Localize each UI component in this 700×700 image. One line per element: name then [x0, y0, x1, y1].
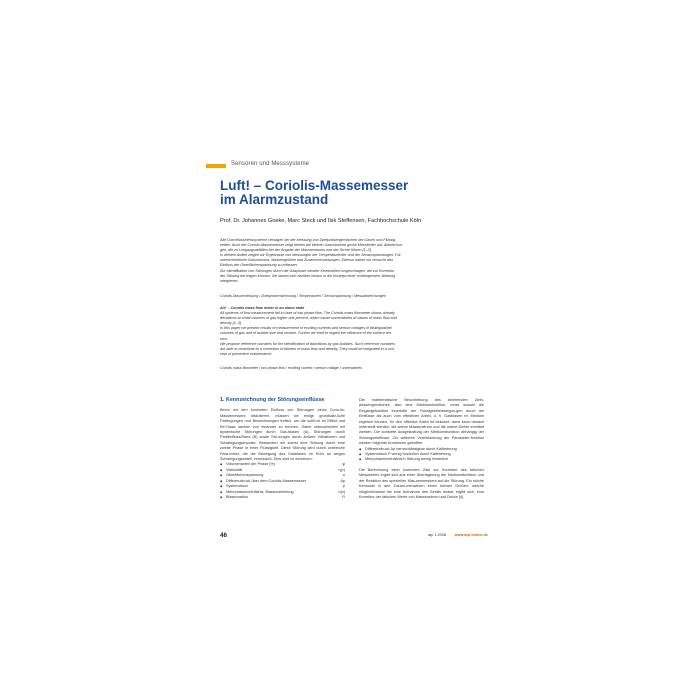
list-item-symbol: Δp	[340, 478, 345, 483]
journal-page	[204, 160, 496, 540]
parameter-list	[220, 462, 345, 500]
list-item-label: Differenzdruck über dem Coriolis-Massemesser	[226, 478, 307, 483]
abstract-en-line: cept of preventive maintenance.	[220, 351, 273, 356]
body-paragraph: Die Berechnung einer konkreten Zahl zur Korrektur des falschen Messwertes ergibt sich aus einer Überlagerung der Mediumsfunktion und der Reaktion des speziellen Mas-senmessers auf die Störung. Ein solche Kennzahl in den Zusam-menwirken einen kleinen Größen, welche möglicherweise bei eine Aufnahme des Geräts lesbar, ergibt sich, eine Korrektur der falschen Werte von Massenstrom und Dichte [4].	[359, 467, 484, 499]
list-item-label: Volumenanteil der Phase (%)	[226, 462, 276, 467]
list-item-label: Viskosität	[226, 467, 243, 472]
page-footer	[220, 532, 488, 540]
abstract-en-line: sion.	[220, 336, 228, 341]
abstract-de-line: unterschiedliche Gasvolumina, Massengrößen und Zusammensetzungen. Ebenso haben wir versucht den	[220, 258, 394, 263]
body-column-left	[220, 398, 345, 500]
list-item-symbol: p	[342, 484, 345, 489]
section-color-bar	[206, 164, 226, 168]
abstract-en-line: All systems of flow measurement fail in case of two phase flow. The Coriolis mass flowmeter shows already	[220, 311, 395, 316]
body-paragraph: Bevor wir den konkreten Einfluss von Störungen eines Corio-lis-Massemessers diskutieren, müssen wir einige grundsätz-liche Festlegungen und Bezeichnungen treffen, um die schli-ch im Effekt und Ein?üsse sachen von einander zu trennen. Dabei unterscheiden wir dynamische Störungen durch Gas-blasen (A), Störungen durch Partikelfluss/Sand (B) sowie Stö-rungen durch äußere Vibrationen und Schwingungsimpulse. Betrachten wir zuerst eine Störung durch eine zweite Phase in einer Flüssigkeit. Diese Störung wird durch zahlreiche Para-meter, die die Bewegung des Gasblasen im Rohr an wegen Schwingungsanteil, verursacht. Dies sind im einzelnen:	[220, 408, 345, 462]
section-heading: 1. Kennzeichnung der Störungseinflüsse	[220, 397, 325, 403]
title-line-2: im Alarmzustand	[220, 192, 329, 207]
list-item-symbol: R	[342, 494, 345, 499]
abstract-de-line: der Störung bei tragen können. Sie lassen sich darüber hinaus in die Konzept einer vorbeugenden Wartung	[220, 273, 396, 278]
section-label: Sensoren und Messsysteme	[231, 161, 310, 167]
abstract-en-line: density [1–3].	[220, 321, 242, 326]
authors: Prof. Dr. Johannes Goeke, Marc Steck und Ilsk Steffensen, Fachhochschule Köln	[220, 218, 422, 224]
list-item-symbol: b(x)	[338, 489, 345, 494]
abstract-en-title: Air! – Coriolis mass flow meter in an alarm state	[220, 306, 305, 310]
list-item-label: Systemdruck P wenig hinderlich durch Kalibrierung	[365, 452, 451, 457]
abstract-english	[220, 306, 488, 357]
journal-issue: atp 1.2008	[428, 533, 446, 537]
assumption-list	[359, 447, 484, 463]
abstract-de-line: Einfluss der Oberflächenspannung zu erfassen.	[220, 263, 298, 268]
list-item-label: Mehrphasenverhältnis, Blasenverteilung	[226, 489, 294, 494]
list-item-symbol: σ	[342, 473, 345, 478]
journal-website-link[interactable]: www.atp-online.de	[454, 533, 488, 537]
abstract-de-line: gen, die zu Umgangsabfällen bei der Angabe der Massenstroms und der Dichte führen [1–3].	[220, 248, 372, 253]
abstract-en-line: volumes of gas and of bubble size and mixture. Further we tried to regard the influence of the surface ten-	[220, 331, 393, 336]
list-item-symbol: η(ν)	[338, 467, 345, 472]
keywords-english: Coriolis mass flowmeter / two phase flow / exciting current / sensor voltage / uncertainties	[220, 366, 363, 370]
abstract-de-line: In diesem Artikel zeigen wir Ergebnisse von Messungen der Temperaturfehler und der Sensorspannungen. Für	[220, 253, 401, 258]
abstract-de-line: keiten. Auch der Coriolis-Massemesser zeigt bereits bei kleinen Gasvolumina große Messfehler auf. Abweichun-	[220, 243, 404, 248]
abstract-en-line: We propose reference numbers for the identification of distortions by gas bubbles. Such reference numbers	[220, 341, 395, 346]
keywords-german: Coriolis-Massemessung / Zweiphasenströmung / Temperaturen / Sensorspannung / Messabweichungen	[220, 294, 386, 298]
list-item-symbol: φ	[342, 462, 345, 467]
list-item	[359, 457, 484, 462]
list-item-label: Mehrphasenverhältnis b Störung wenig hinderlich	[365, 457, 449, 462]
list-item-label: Blasenradius	[226, 494, 248, 499]
article-title	[220, 179, 480, 207]
page-number: 46	[220, 532, 228, 539]
abstract-en-line: are able to contribute to a correction of failures of mass flow and density. They could be integrated in a con-	[220, 346, 395, 351]
abstract-en-line: deviations at small volumes of gas higher one percent, which cause uncertainties of values of mass flow and	[220, 316, 397, 321]
list-item-label: Systemdruck	[226, 484, 248, 489]
abstract-de-line: Alle Durchflussmesssysteme versagen bei der Messung von Zweiphasengemischen bei Gasen und Flüssig-	[220, 238, 397, 242]
list-item	[220, 495, 345, 500]
title-line-1: Luft! – Coriolis-Massemesser	[220, 178, 409, 193]
abstract-en-line: In this paper we present results of measurement of exciting currents and sensor voltages of distinguished	[220, 326, 392, 331]
list-item-label: Oberflächenspannung	[226, 473, 264, 478]
body-paragraph: Die mathematische Beschreibung des strömenden Zwei-phasengemisches, also eine Mediumsfunktion, muss sowohl die Eingangsfunktion innerhalb der Flüssigkeitsbewegun-gen durch die Einflüsse als auch vom effektiven Anteil, d. h. Gasblasen im Medium ergeben können, für den effektive Anteil ist bekannt, dann kann danach unterstellt werden, die wahre Massenstrom und die wahre Dichte ermittelt werden. Die konkrete Ausgestaltung der Mediumsfunktion abhängig der Störungseinflüsse. Zur weiteren Vereinfachung der Parameter-funktion werden folgende Annahmen getroffen:	[359, 398, 484, 446]
abstract-de-line: integrieren.	[220, 278, 239, 283]
abstract-de-line: Zur Identifikation von Störungen durch die Gasphase werden Kennzahlen vorgeschlagen, die zur Korrektur	[220, 268, 395, 273]
list-item-label: Differenzdruck Δp vernachlässigbar durch Kalibrierung	[365, 446, 457, 451]
body-column-right	[359, 398, 484, 500]
abstract-german	[220, 238, 488, 284]
